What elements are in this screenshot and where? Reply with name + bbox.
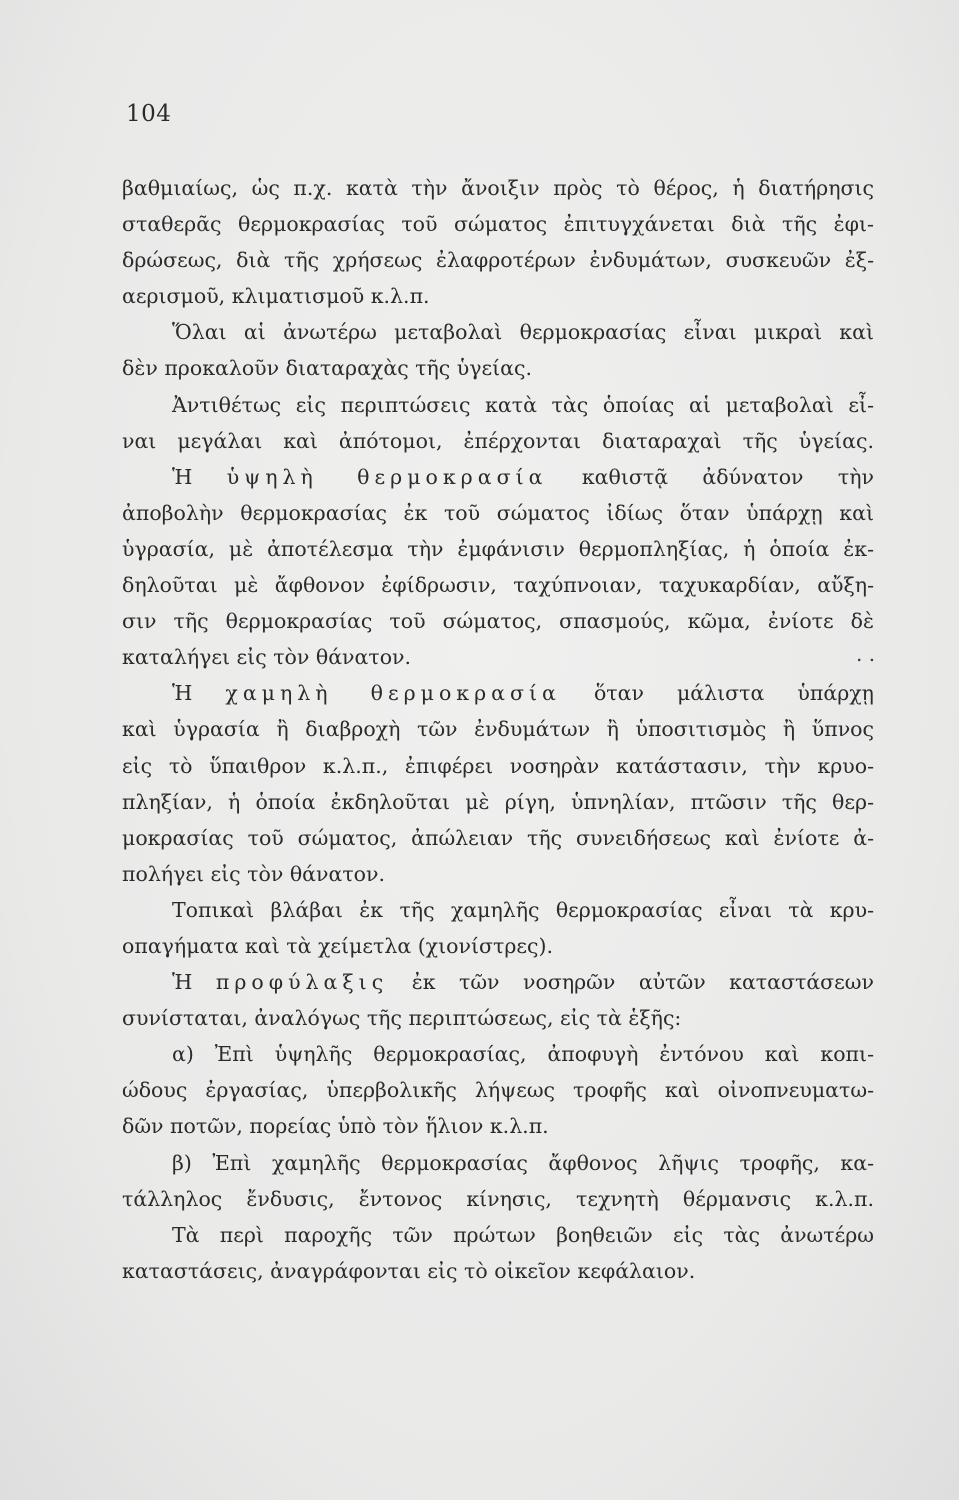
text-line: δηλοῦται μὲ ἄφθονον ἐφίδρωσιν, ταχύπνοιαν, ταχυκαρδίαν, αὔξη- xyxy=(122,573,874,598)
text-line: τάλληλος ἔνδυσις, ἔντονος κίνησις, τεχνητὴ θέρμανσις κ.λ.π. xyxy=(122,1186,874,1211)
text-line: β) Ἐπὶ χαμηλῆς θερμοκρασίας ἄφθονος λῆψις τροφῆς, κα- xyxy=(172,1150,874,1175)
text-line: δῶν ποτῶν, πορείας ὑπὸ τὸν ἥλιον κ.λ.π. xyxy=(122,1114,549,1139)
text-line: καὶ ὑγρασία ἢ διαβροχὴ τῶν ἐνδυμάτων ἢ ὑποσιτισμὸς ἢ ὕπνος xyxy=(122,717,874,742)
text-line: Ὅλαι αἱ ἀνωτέρω μεταβολαὶ θερμοκρασίας εἶναι μικραὶ καὶ xyxy=(172,320,874,345)
text-line: Ἡ ὑψηλὴ θερμοκρασία καθιστᾷ ἀδύνατον τὴν xyxy=(172,464,874,489)
spaced-term: προφύλαξις xyxy=(215,970,389,995)
text-line: πληξίαν, ἡ ὁποία ἐκδηλοῦται μὲ ρίγη, ὑπνηλίαν, πτῶσιν τῆς θερ- xyxy=(122,789,874,814)
text-line: εἰς τὸ ὕπαιθρον κ.λ.π., ἐπιφέρει νοσηρὰν κατάστασιν, τὴν κρυο- xyxy=(122,753,874,778)
text-line: βαθμιαίως, ὡς π.χ. κατὰ τὴν ἄνοιξιν πρὸς τὸ θέρος, ἡ διατήρησις xyxy=(122,176,874,200)
spaced-term: ὑψηλὴ θερμοκρασία xyxy=(226,464,548,489)
text-line: συνίσταται, ἀναλόγως τῆς περιπτώσεως, εἰς τὰ ἑξῆς: xyxy=(122,1006,682,1031)
text-line: Ἡ προφύλαξις ἐκ τῶν νοσηρῶν αὐτῶν καταστάσεων xyxy=(172,970,874,995)
body-text xyxy=(122,170,874,1289)
text-line: α) Ἐπὶ ὑψηλῆς θερμοκρασίας, ἀποφυγὴ ἐντόνου καὶ κοπι- xyxy=(172,1042,874,1067)
text-line: αερισμοῦ, κλιματισμοῦ κ.λ.π. xyxy=(122,284,430,309)
text-line: δὲν προκαλοῦν διαταραχὰς τῆς ὑγείας. xyxy=(122,356,533,381)
text-line: πολήγει εἰς τὸν θάνατον. xyxy=(122,861,385,886)
text-line: Τὰ περὶ παροχῆς τῶν πρώτων βοηθειῶν εἰς τὰς ἀνωτέρω xyxy=(172,1222,874,1247)
text-line: ἀποβολὴν θερμοκρασίας ἐκ τοῦ σώματος ἰδίως ὅταν ὑπάρχῃ καὶ xyxy=(122,500,874,525)
text-line: μοκρασίας τοῦ σώματος, ἀπώλειαν τῆς συνειδήσεως καὶ ἐνίοτε ἀ- xyxy=(122,825,874,850)
text-line: ναι μεγάλαι καὶ ἀπότομοι, ἐπέρχονται διαταραχαὶ τῆς ὑγείας. xyxy=(122,428,874,453)
text-line: Ἀντιθέτως εἰς περιπτώσεις κατὰ τὰς ὁποίας αἱ μεταβολαὶ εἶ- xyxy=(172,392,874,417)
page-number: 104 xyxy=(126,101,172,127)
text-line: οπαγήματα καὶ τὰ χείμετλα (χιονίστρες). xyxy=(122,933,553,958)
text-line: Ἡ χαμηλὴ θερμοκρασία ὅταν μάλιστα ὑπάρχῃ xyxy=(172,681,874,706)
text-line: δρώσεως, διὰ τῆς χρήσεως ἐλαφροτέρων ἐνδυμάτων, συσκευῶν ἐξ- xyxy=(122,248,874,273)
text-line: καταλήγει εἰς τὸν θάνατον. xyxy=(122,645,412,670)
text-line: ώδους ἐργασίας, ὑπερβολικῆς λήψεως τροφῆς καὶ οἰνοπνευματω- xyxy=(122,1078,874,1103)
stray-marks: . . xyxy=(856,642,876,666)
text-line: σταθερᾶς θερμοκρασίας τοῦ σώματος ἐπιτυγχάνεται διὰ τῆς ἐφι- xyxy=(122,212,874,237)
text-line: καταστάσεις, ἀναγράφονται εἰς τὸ οἰκεῖον κεφάλαιον. xyxy=(122,1258,696,1283)
spaced-term: χαμηλὴ θερμοκρασία xyxy=(225,681,561,706)
text-line: Τοπικαὶ βλάβαι ἐκ τῆς χαμηλῆς θερμοκρασίας εἶναι τὰ κρυ- xyxy=(172,897,874,922)
text-line: σιν τῆς θερμοκρασίας τοῦ σώματος, σπασμούς, κῶμα, ἐνίοτε δὲ xyxy=(122,609,874,634)
text-line: ὑγρασία, μὲ ἀποτέλεσμα τὴν ἐμφάνισιν θερμοπληξίας, ἡ ὁποία ἐκ- xyxy=(122,536,874,561)
